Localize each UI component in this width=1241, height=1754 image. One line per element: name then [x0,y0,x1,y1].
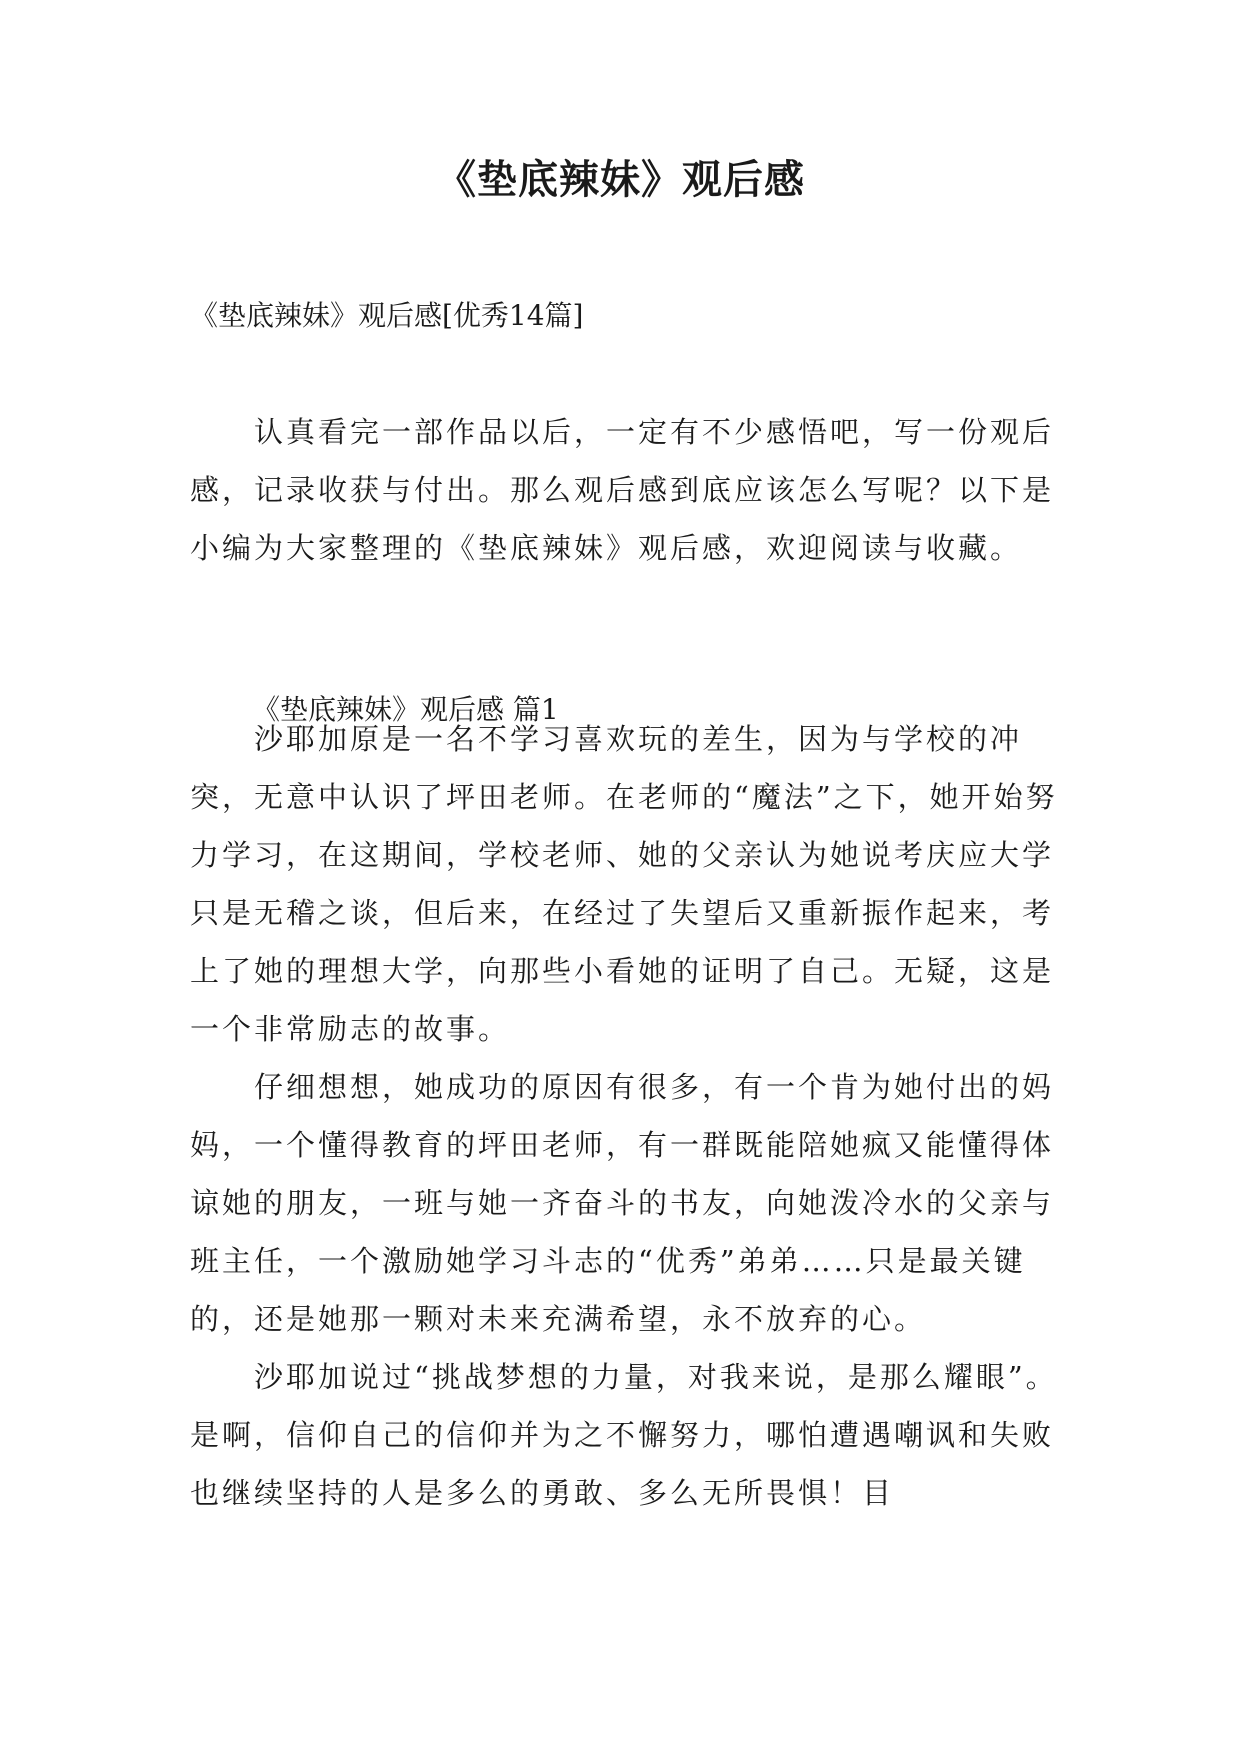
intro-section [190,403,1060,577]
body-paragraph: 沙耶加说过“挑战梦想的力量，对我来说，是那么耀眼”。是啊，信仰自己的信仰并为之不懈努力，哪怕遭遇嘲讽和失败也继续坚持的人是多么的勇敢、多么无所畏惧！目 [190,1360,1058,1510]
intro-paragraph: 认真看完一部作品以后，一定有不少感悟吧，写一份观后感，记录收获与付出。那么观后感到底应该怎么写呢？以下是小编为大家整理的《垫底辣妹》观后感，欢迎阅读与收藏。 [190,415,1055,565]
section-heading: 《垫底辣妹》观后感 篇1 [252,693,559,726]
document-subtitle: 《垫底辣妹》观后感[优秀14篇] [190,299,584,332]
body-section [190,710,1060,1522]
body-paragraph: 沙耶加原是一名不学习喜欢玩的差生，因为与学校的冲突，无意中认识了坪田老师。在老师的“魔法”之下，她开始努力学习，在这期间，学校老师、她的父亲认为她说考庆应大学只是无稽之谈，但后来，在经过了失望后又重新振作起来，考上了她的理想大学，向那些小看她的证明了自己。无疑，这是一个非常励志的故事。 [190,722,1058,1046]
body-paragraph: 仔细想想，她成功的原因有很多，有一个肯为她付出的妈妈，一个懂得教育的坪田老师，有一群既能陪她疯又能懂得体谅她的朋友，一班与她一齐奋斗的书友，向她泼冷水的父亲与班主任，一个激励她学习斗志的“优秀”弟弟……只是最关键的，还是她那一颗对未来充满希望，永不放弃的心。 [190,1070,1055,1336]
document-title: 《垫底辣妹》观后感 [436,157,805,203]
